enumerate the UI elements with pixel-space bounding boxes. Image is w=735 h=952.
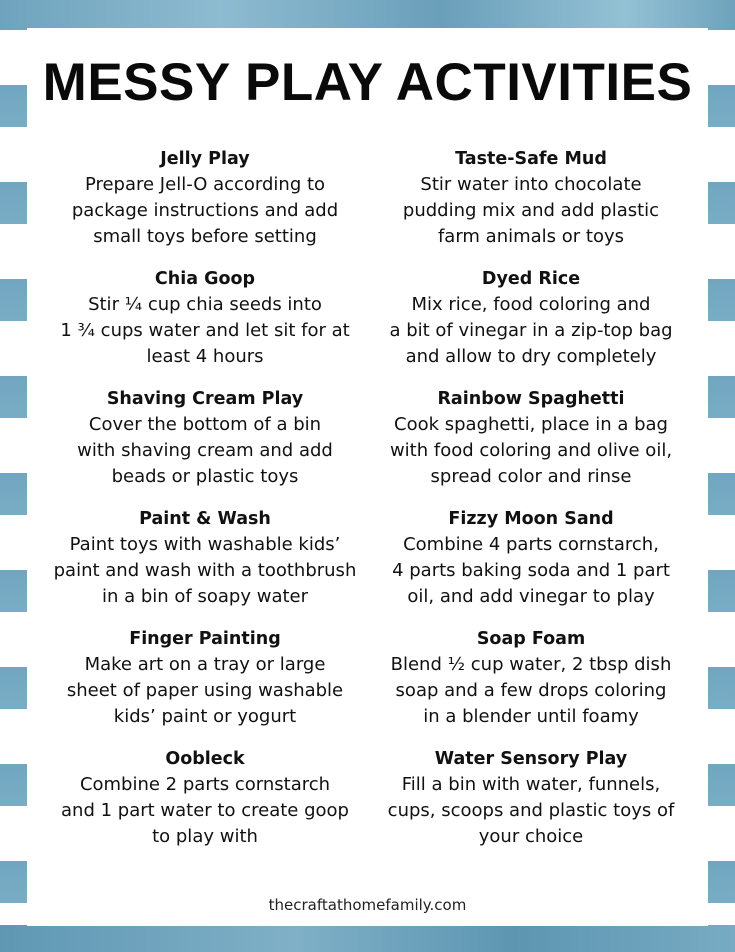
activity-name: Taste-Safe Mud [455,149,607,169]
activity-description-line: soap and a few drops coloring [395,680,667,701]
activity-description-line: cups, scoops and plastic toys of [387,800,675,821]
activity-description-line: Cook spaghetti, place in a bag [394,414,668,435]
activity-name: Soap Foam [476,629,586,649]
activity-item [361,146,701,250]
activity-description-line: Combine 2 parts cornstarch [79,774,331,795]
watercolor-border-bottom [0,925,735,952]
activity-item [361,506,701,610]
activity-description-line: in a bin of soapy water [101,586,308,607]
activity-item [35,266,375,370]
activity-description-line: with food coloring and olive oil, [389,440,673,461]
activity-name: Jelly Play [160,149,250,169]
watercolor-border-top [0,0,735,30]
activity-description-line: a bit of vinegar in a zip-top bag [389,320,673,341]
activity-description-line: least 4 hours [146,346,264,367]
website-footer: thecraftathomefamily.com [268,896,467,914]
activity-item [361,746,701,850]
activity-item [35,146,375,250]
activity-description-line: Make art on a tray or large [84,654,326,675]
activity-description-line: Mix rice, food coloring and [411,294,651,315]
activity-description-line: Fill a bin with water, funnels, [401,774,661,795]
activity-description-line: small toys before setting [93,226,317,247]
activity-description-line: spread color and rinse [430,466,632,487]
activity-description-line: to play with [152,826,258,847]
activity-description-line: and allow to dry completely [405,346,657,367]
activity-description-line: Stir water into chocolate [420,174,642,195]
activity-description-line: Paint toys with washable kids’ [69,534,341,555]
activity-name: Dyed Rice [481,269,581,289]
activity-description-line: Stir ¼ cup chia seeds into [88,294,322,315]
activity-name: Finger Painting [129,629,281,649]
page-title: MESSY PLAY ACTIVITIES [42,53,693,112]
activity-description-line: pudding mix and add plastic [402,200,660,221]
activity-description-line: and 1 part water to create goop [61,800,349,821]
activity-description-line: in a blender until foamy [423,706,639,727]
activity-item [35,386,375,490]
activity-description-line: Blend ½ cup water, 2 tbsp dish [390,654,672,675]
watercolor-border-left [0,30,27,925]
activity-item [361,626,701,730]
activity-description-line: 4 parts baking soda and 1 part [392,560,670,581]
activity-description-line: Combine 4 parts cornstarch, [403,534,659,555]
activity-item [35,626,375,730]
activity-name: Fizzy Moon Sand [448,509,614,529]
activity-item [35,746,375,850]
activity-item [361,266,701,370]
activity-name: Chia Goop [154,269,256,289]
activity-description-line: kids’ paint or yogurt [113,706,297,727]
activity-name: Oobleck [165,749,245,769]
watercolor-border-right [708,30,735,925]
activity-name: Rainbow Spaghetti [437,389,625,409]
activity-name: Water Sensory Play [434,749,628,769]
activity-description-line: package instructions and add [71,200,339,221]
activity-name: Paint & Wash [139,509,271,529]
activity-description-line: Prepare Jell-O according to [84,174,326,195]
activity-description-line: beads or plastic toys [111,466,299,487]
activity-description-line: sheet of paper using washable [66,680,344,701]
activity-name: Shaving Cream Play [106,389,304,409]
activity-description-line: oil, and add vinegar to play [407,586,655,607]
activity-description-line: Cover the bottom of a bin [88,414,322,435]
activity-item [361,386,701,490]
activity-item [35,506,375,610]
activity-description-line: with shaving cream and add [77,440,333,461]
activity-description-line: 1 ¾ cups water and let sit for at [60,320,350,341]
activity-description-line: paint and wash with a toothbrush [53,560,357,581]
activity-description-line: your choice [478,826,584,847]
activity-description-line: farm animals or toys [437,226,625,247]
